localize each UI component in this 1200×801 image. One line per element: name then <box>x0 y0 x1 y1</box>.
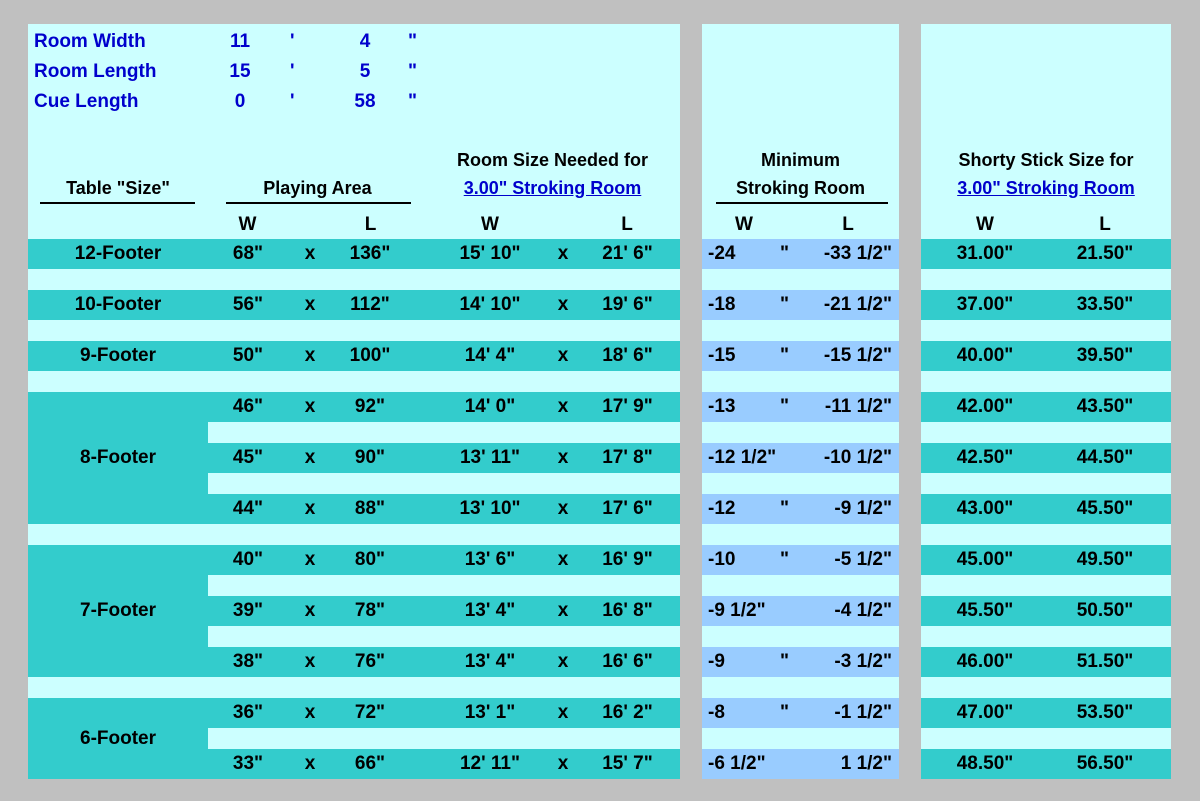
playing-width: 39" <box>232 600 264 621</box>
x-mark: x <box>557 753 569 774</box>
x-mark: x <box>557 294 569 315</box>
room-width-needed: 14' 0" <box>464 396 516 417</box>
min-width-inch-mark: " <box>780 294 790 315</box>
shorty-length: 49.50" <box>1076 549 1134 570</box>
playing-length: 88" <box>354 498 386 519</box>
min-length: -11 1/2" <box>824 396 892 417</box>
room-width-needed: 15' 10" <box>459 243 521 264</box>
table-size-label: 10-Footer <box>74 294 162 315</box>
playing-width: 45" <box>232 447 264 468</box>
x-mark: x <box>557 600 569 621</box>
room-length-inch-mark: " <box>408 61 418 82</box>
shorty-width: 37.00" <box>956 294 1014 315</box>
shorty-header: Shorty Stick Size for <box>958 150 1134 170</box>
min-width: -10 <box>708 549 736 570</box>
min-width: -8 <box>708 702 725 723</box>
room-length-needed: 16' 6" <box>602 651 653 672</box>
x-mark: x <box>557 651 569 672</box>
x-mark: x <box>557 396 569 417</box>
playing-length: 66" <box>354 753 386 774</box>
shorty-length: 53.50" <box>1076 702 1134 723</box>
min-width: -15 <box>708 345 736 366</box>
playing-width: 40" <box>232 549 264 570</box>
min-width: -9 1/2" <box>708 600 766 621</box>
x-mark: x <box>304 345 316 366</box>
room-width-needed: 13' 4" <box>464 600 516 621</box>
playing-length: 136" <box>349 243 391 264</box>
x-mark: x <box>304 753 316 774</box>
room-length-needed: 16' 2" <box>602 702 653 723</box>
shorty-length: 33.50" <box>1076 294 1134 315</box>
room-length-inches[interactable]: 5 <box>359 61 371 82</box>
min-width: -9 <box>708 651 725 672</box>
min-length: -3 1/2" <box>834 651 892 672</box>
room-length-needed: 21' 6" <box>602 243 653 264</box>
x-mark: x <box>557 447 569 468</box>
min-length: -10 1/2" <box>823 447 892 468</box>
playing-width: 50" <box>232 345 264 366</box>
x-mark: x <box>557 498 569 519</box>
min-length: -1 1/2" <box>834 702 892 723</box>
x-mark: x <box>304 294 316 315</box>
room-length-needed: 16' 8" <box>602 600 653 621</box>
table-size-label: 6-Footer <box>80 727 156 749</box>
playing-l-header: L <box>364 214 377 235</box>
x-mark: x <box>557 243 569 264</box>
min-width-inch-mark: " <box>780 345 790 366</box>
min-width: -24 <box>708 243 736 264</box>
cue-length-inch-mark: " <box>408 91 418 112</box>
room-width-needed: 13' 6" <box>464 549 516 570</box>
shorty-width: 40.00" <box>956 345 1014 366</box>
shorty-width: 48.50" <box>956 753 1014 774</box>
room-width-feet[interactable]: 11 <box>229 31 251 52</box>
min-length: -33 1/2" <box>823 243 892 264</box>
x-mark: x <box>304 549 316 570</box>
playing-length: 100" <box>349 345 391 366</box>
room-width-needed: 13' 1" <box>464 702 516 723</box>
playing-length: 90" <box>354 447 386 468</box>
min-width-inch-mark: " <box>780 498 790 519</box>
playing-length: 92" <box>354 396 386 417</box>
playing-width: 68" <box>232 243 264 264</box>
shorty-width: 42.00" <box>956 396 1014 417</box>
room-width-label: Room Width <box>34 31 146 52</box>
room-needed-header: Room Size Needed for <box>456 150 649 170</box>
shorty-length: 21.50" <box>1076 243 1134 264</box>
x-mark: x <box>557 549 569 570</box>
shorty-width: 31.00" <box>956 243 1014 264</box>
shorty-length: 43.50" <box>1076 396 1134 417</box>
min-width-inch-mark: " <box>780 243 790 264</box>
room-w-header: W <box>481 214 499 235</box>
min-width: -6 1/2" <box>708 753 766 774</box>
x-mark: x <box>557 345 569 366</box>
shorty-l-header: L <box>1099 214 1111 235</box>
shorty-width: 42.50" <box>956 447 1014 468</box>
shorty-width: 45.00" <box>956 549 1014 570</box>
table-size-label: 7-Footer <box>80 600 156 621</box>
x-mark: x <box>304 600 316 621</box>
playing-width: 46" <box>232 396 264 417</box>
room-width-needed: 14' 10" <box>459 294 521 315</box>
x-mark: x <box>557 702 569 723</box>
x-mark: x <box>304 243 316 264</box>
playing-width: 56" <box>232 294 264 315</box>
min-length: -21 1/2" <box>823 294 892 315</box>
shorty-width: 47.00" <box>956 702 1014 723</box>
min-l-header: L <box>842 214 854 235</box>
room-l-header: L <box>621 214 633 235</box>
room-width-needed: 12' 11" <box>459 753 521 774</box>
min-length: 1 1/2" <box>840 753 892 774</box>
min-width-inch-mark: " <box>780 396 790 417</box>
room-length-needed: 19' 6" <box>602 294 653 315</box>
min-width: -18 <box>708 294 736 315</box>
x-mark: x <box>304 447 316 468</box>
room-length-needed: 17' 6" <box>602 498 653 519</box>
shorty-length: 39.50" <box>1076 345 1134 366</box>
min-width-inch-mark: " <box>780 702 790 723</box>
shorty-width: 46.00" <box>956 651 1014 672</box>
playing-w-header: W <box>238 214 257 235</box>
shorty-w-header: W <box>976 214 994 235</box>
min-width: -12 1/2" <box>708 447 777 468</box>
room-needed-stroking-link[interactable]: 3.00" Stroking Room <box>463 178 642 198</box>
room-length-needed: 17' 9" <box>602 396 653 417</box>
room-length-needed: 15' 7" <box>602 753 653 774</box>
minimum-header: Minimum <box>761 150 840 170</box>
playing-width: 38" <box>232 651 264 672</box>
playing-length: 72" <box>354 702 386 723</box>
shorty-width: 45.50" <box>956 600 1014 621</box>
room-width-inches[interactable]: 4 <box>359 31 371 52</box>
cue-length-feet-mark: ' <box>290 91 295 112</box>
min-length: -9 1/2" <box>834 498 892 519</box>
playing-width: 44" <box>232 498 264 519</box>
x-mark: x <box>304 702 316 723</box>
shorty-length: 50.50" <box>1076 600 1134 621</box>
table-size-label: 12-Footer <box>74 243 162 264</box>
table-size-header: Table "Size" <box>66 178 170 198</box>
min-w-header: W <box>735 214 753 235</box>
room-width-needed: 13' 4" <box>464 651 516 672</box>
room-width-inch-mark: " <box>408 31 418 52</box>
min-length: -4 1/2" <box>834 600 892 621</box>
stroking-room-header: Stroking Room <box>736 178 865 198</box>
room-length-feet[interactable]: 15 <box>229 61 251 82</box>
cue-length-feet[interactable]: 0 <box>234 91 246 112</box>
playing-width: 33" <box>232 753 264 774</box>
shorty-width: 43.00" <box>956 498 1014 519</box>
shorty-length: 51.50" <box>1076 651 1134 672</box>
playing-area-header: Playing Area <box>263 178 372 198</box>
cue-length-inches[interactable]: 58 <box>354 91 376 112</box>
min-length: -5 1/2" <box>834 549 892 570</box>
playing-area-underline <box>226 202 411 204</box>
min-width-inch-mark: " <box>780 549 790 570</box>
room-width-feet-mark: ' <box>290 31 295 52</box>
playing-length: 80" <box>354 549 386 570</box>
table-size-label: 9-Footer <box>80 345 156 366</box>
x-mark: x <box>304 396 316 417</box>
min-width-inch-mark: " <box>780 651 790 672</box>
room-width-needed: 14' 4" <box>464 345 516 366</box>
shorty-length: 44.50" <box>1076 447 1134 468</box>
min-width: -13 <box>708 396 736 417</box>
room-length-label: Room Length <box>34 61 157 82</box>
room-length-needed: 18' 6" <box>602 345 653 366</box>
playing-length: 76" <box>354 651 386 672</box>
shorty-length: 45.50" <box>1076 498 1134 519</box>
playing-width: 36" <box>232 702 264 723</box>
table-size-label: 8-Footer <box>80 447 156 468</box>
room-length-needed: 17' 8" <box>602 447 653 468</box>
playing-length: 112" <box>350 294 390 315</box>
room-width-needed: 13' 11" <box>459 447 521 468</box>
cue-length-label: Cue Length <box>34 91 139 112</box>
room-width-needed: 13' 10" <box>459 498 521 519</box>
min-width: -12 <box>708 498 736 519</box>
shorty-stroking-link[interactable]: 3.00" Stroking Room <box>957 178 1135 198</box>
table-size-underline <box>40 202 195 204</box>
shorty-length: 56.50" <box>1076 753 1134 774</box>
room-length-needed: 16' 9" <box>602 549 653 570</box>
playing-length: 78" <box>354 600 386 621</box>
room-length-feet-mark: ' <box>290 61 295 82</box>
x-mark: x <box>304 498 316 519</box>
x-mark: x <box>304 651 316 672</box>
min-length: -15 1/2" <box>823 345 892 366</box>
minimum-underline <box>716 202 888 204</box>
